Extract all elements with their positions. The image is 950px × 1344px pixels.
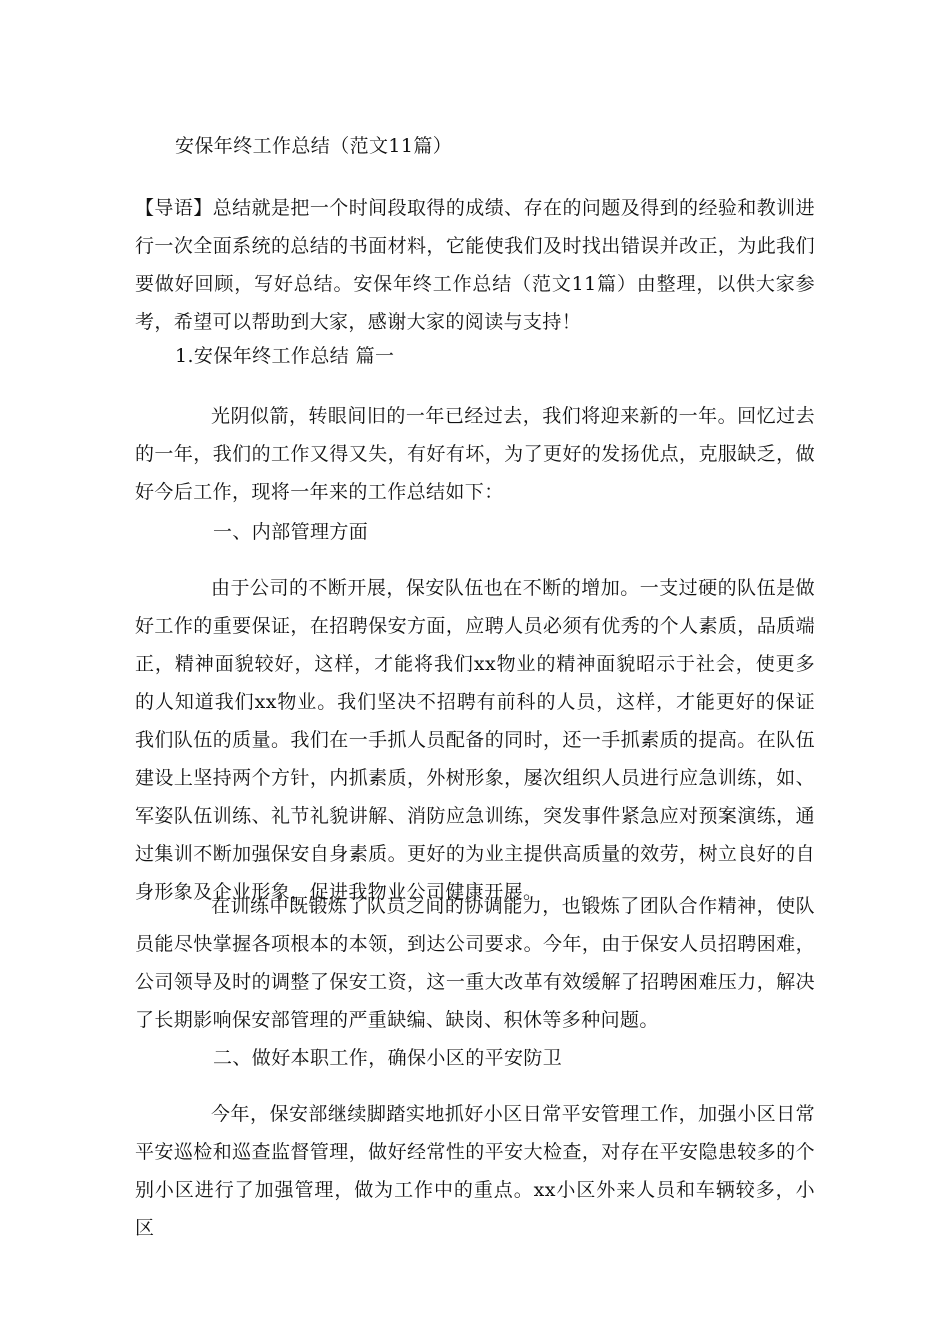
document-title: 安保年终工作总结（范文11篇） <box>175 135 453 157</box>
section-heading-1: 1.安保年终工作总结 篇一 <box>175 345 395 367</box>
subsection-heading-1: 一、内部管理方面 <box>213 521 369 543</box>
subsection-heading-2: 二、做好本职工作，确保小区的平安防卫 <box>213 1047 563 1069</box>
intro-paragraph: 【导语】总结就是把一个时间段取得的成绩、存在的问题及得到的经验和教训进行一次全面系统的总结的书面材料，它能使我们及时找出错误并改正，为此我们要做好回顾，写好总结。安保年终工作总结（范文11篇）由整理，以供大家参考，希望可以帮助到大家，感谢大家的阅读与支持！ <box>135 197 815 333</box>
body-paragraph-3: 在训练中既锻炼了队员之间的协调能力，也锻炼了团队合作精神，使队员能尽快掌握各项根本的本领，到达公司要求。今年，由于保安人员招聘困难，公司领导及时的调整了保安工资，这一重大改革有效缓解了招聘困难压力，解决了长期影响保安部管理的严重缺编、缺岗、积休等多种问题。 <box>135 895 815 1031</box>
body-paragraph-1: 光阴似箭，转眼间旧的一年已经过去，我们将迎来新的一年。回忆过去的一年，我们的工作又得又失，有好有坏，为了更好的发扬优点，克服缺乏，做好今后工作，现将一年来的工作总结如下： <box>135 405 815 503</box>
body-paragraph-2: 由于公司的不断开展，保安队伍也在不断的增加。一支过硬的队伍是做好工作的重要保证，在招聘保安方面，应聘人员必须有优秀的个人素质，品质端正，精神面貌较好，这样，才能将我们xx物业的精神面貌昭示于社会，使更多的人知道我们xx物业。我们坚决不招聘有前科的人员，这样，才能更好的保证我们队伍的质量。我们在一手抓人员配备的同时，还一手抓素质的提高。在队伍建设上坚持两个方针，内抓素质，外树形象，屡次组织人员进行应急训练，如、军姿队伍训练、礼节礼貌讲解、消防应急训练，突发事件紧急应对预案演练，通过集训不断加强保安自身素质。更好的为业主提供高质量的效劳，树立良好的自身形象及企业形象，促进我物业公司健康开展。 <box>135 577 815 903</box>
body-paragraph-4: 今年，保安部继续脚踏实地抓好小区日常平安管理工作，加强小区日常平安巡检和巡查监督管理，做好经常性的平安大检查，对存在平安隐患较多的个别小区进行了加强管理，做为工作中的重点。xx小区外来人员和车辆较多，小区 <box>135 1103 815 1239</box>
